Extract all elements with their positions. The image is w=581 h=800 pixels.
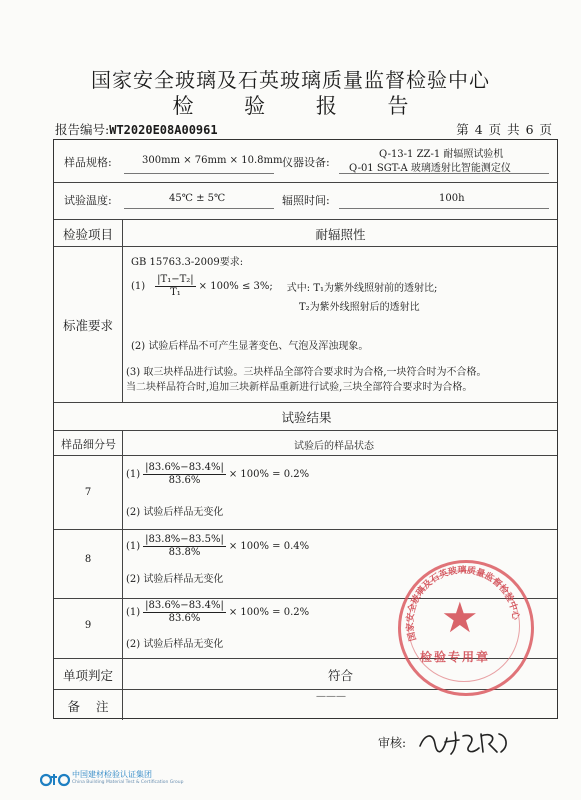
result-numerator: |83.6%−83.4%| [145, 600, 224, 611]
logo-text: 中国建材检验认证集团 [72, 770, 152, 779]
col-divider [122, 219, 123, 403]
remark-label: 备 注 [67, 699, 109, 714]
result-numerator: |83.6%−83.4%| [145, 462, 224, 473]
result-remark: (2) 试验后样品无变化 [126, 574, 224, 585]
result-prefix: (1) [126, 541, 141, 552]
equipment-line-1: Q-13-1 ZZ-1 耐辐照试验机 [379, 149, 504, 160]
result-fraction [143, 534, 226, 559]
standard-gb: GB 15763.3-2009要求: [131, 257, 244, 268]
result-denominator: 83.6% [168, 613, 201, 624]
result-fraction [143, 462, 226, 487]
sample-id: 7 [84, 487, 92, 498]
result-fraction [143, 600, 226, 625]
formula-denominator: T₁ [170, 287, 181, 298]
remark-value: ——— [316, 691, 346, 702]
temperature-label: 试验温度: [64, 194, 112, 207]
result-prefix: (1) [126, 607, 141, 618]
verdict-value: 符合 [327, 668, 353, 683]
row-divider [54, 402, 557, 403]
formula-suffix: × 100% ≤ 3%; [198, 281, 273, 292]
col-sample-header: 样品细分号 [61, 438, 116, 451]
result-formula [126, 462, 309, 487]
row-divider [54, 219, 557, 220]
standard-item-2: (2) 试验后样品不可产生显著变色、气泡及浑浊现象。 [131, 341, 369, 352]
result-value: × 100% = 0.2% [228, 469, 310, 480]
logo-subtext: China Building Material Test & Certification Group [72, 780, 184, 785]
temperature-value: 45℃ ± 5℃ [169, 193, 226, 204]
result-denominator: 83.8% [168, 547, 201, 558]
ctc-logo [40, 768, 190, 790]
spec-label: 样品规格: [64, 156, 112, 169]
formula-prefix: (1) [131, 281, 146, 292]
result-remark: (2) 试验后样品无变化 [126, 507, 224, 518]
result-value: × 100% = 0.2% [228, 607, 310, 618]
row-divider [54, 529, 557, 530]
test-item-value: 耐辐照性 [315, 227, 366, 242]
formula-where-2: T₂为紫外线照射后的透射比 [299, 302, 420, 313]
page-info: 第 4 页 共 6 页 [456, 122, 553, 137]
result-formula [126, 600, 309, 625]
underline [124, 208, 274, 209]
result-denominator: 83.6% [168, 475, 201, 486]
report-number-label: 报告编号: [55, 122, 110, 137]
standard-item-3-line-1: (3) 取三块样品进行试验。三块样品全部符合要求时为合格,一块符合时为不合格。 [126, 367, 487, 378]
result-formula [126, 534, 309, 559]
equipment-line-2: Q-01 SGT-A 玻璃透射比智能测定仪 [349, 163, 511, 174]
equipment-label: 仪器设备: [282, 156, 330, 169]
auditor-label: 审核: [378, 736, 407, 750]
stamp-ring-text: 国家安全玻璃及石英玻璃质量监督检验中心 [405, 565, 521, 642]
formula-numerator: |T₁−T₂| [157, 274, 194, 285]
result-value: × 100% = 0.4% [228, 541, 310, 552]
spec-value: 300mm × 76mm × 10.8mm [142, 155, 283, 166]
row-divider [54, 455, 557, 456]
sample-id: 8 [84, 554, 92, 565]
row-divider [54, 246, 557, 247]
result-prefix: (1) [126, 469, 141, 480]
ctc-logo-mark [40, 768, 70, 788]
org-name: 国家安全玻璃及石英玻璃质量监督检验中心 [91, 68, 490, 92]
formula-fraction [155, 274, 195, 299]
report-title: 检 验 报 告 [172, 94, 431, 118]
sample-id: 9 [84, 620, 92, 631]
report-number [55, 120, 218, 138]
col-state-header: 试验后的样品状态 [294, 441, 374, 452]
underline [339, 208, 549, 209]
auditor-signature [415, 724, 515, 758]
row-divider [54, 430, 557, 431]
formula-where: 式中: T₁为紫外线照射前的透射比; [286, 283, 438, 294]
result-remark: (2) 试验后样品无变化 [126, 639, 224, 650]
underline [124, 173, 274, 174]
result-numerator: |83.8%−83.5%| [145, 534, 224, 545]
standard-label: 标准要求 [62, 318, 113, 333]
stamp-label: 检验专用章 [420, 650, 491, 664]
irradiation-time-value: 100h [439, 193, 465, 204]
irradiation-time-label: 辐照时间: [282, 194, 330, 207]
verdict-label: 单项判定 [62, 668, 113, 683]
underline [339, 173, 549, 174]
star-icon: ★ [441, 593, 479, 642]
test-item-label: 检验项目 [62, 227, 113, 242]
report-number-value: WT2020E08A00961 [109, 123, 218, 137]
row-divider [54, 182, 557, 183]
standard-item-3-line-2: 当二块样品符合时,追加三块新样品重新进行试验,三块全部符合要求时为合格。 [126, 382, 473, 393]
standard-formula [131, 274, 437, 299]
results-title: 试验结果 [281, 410, 332, 425]
